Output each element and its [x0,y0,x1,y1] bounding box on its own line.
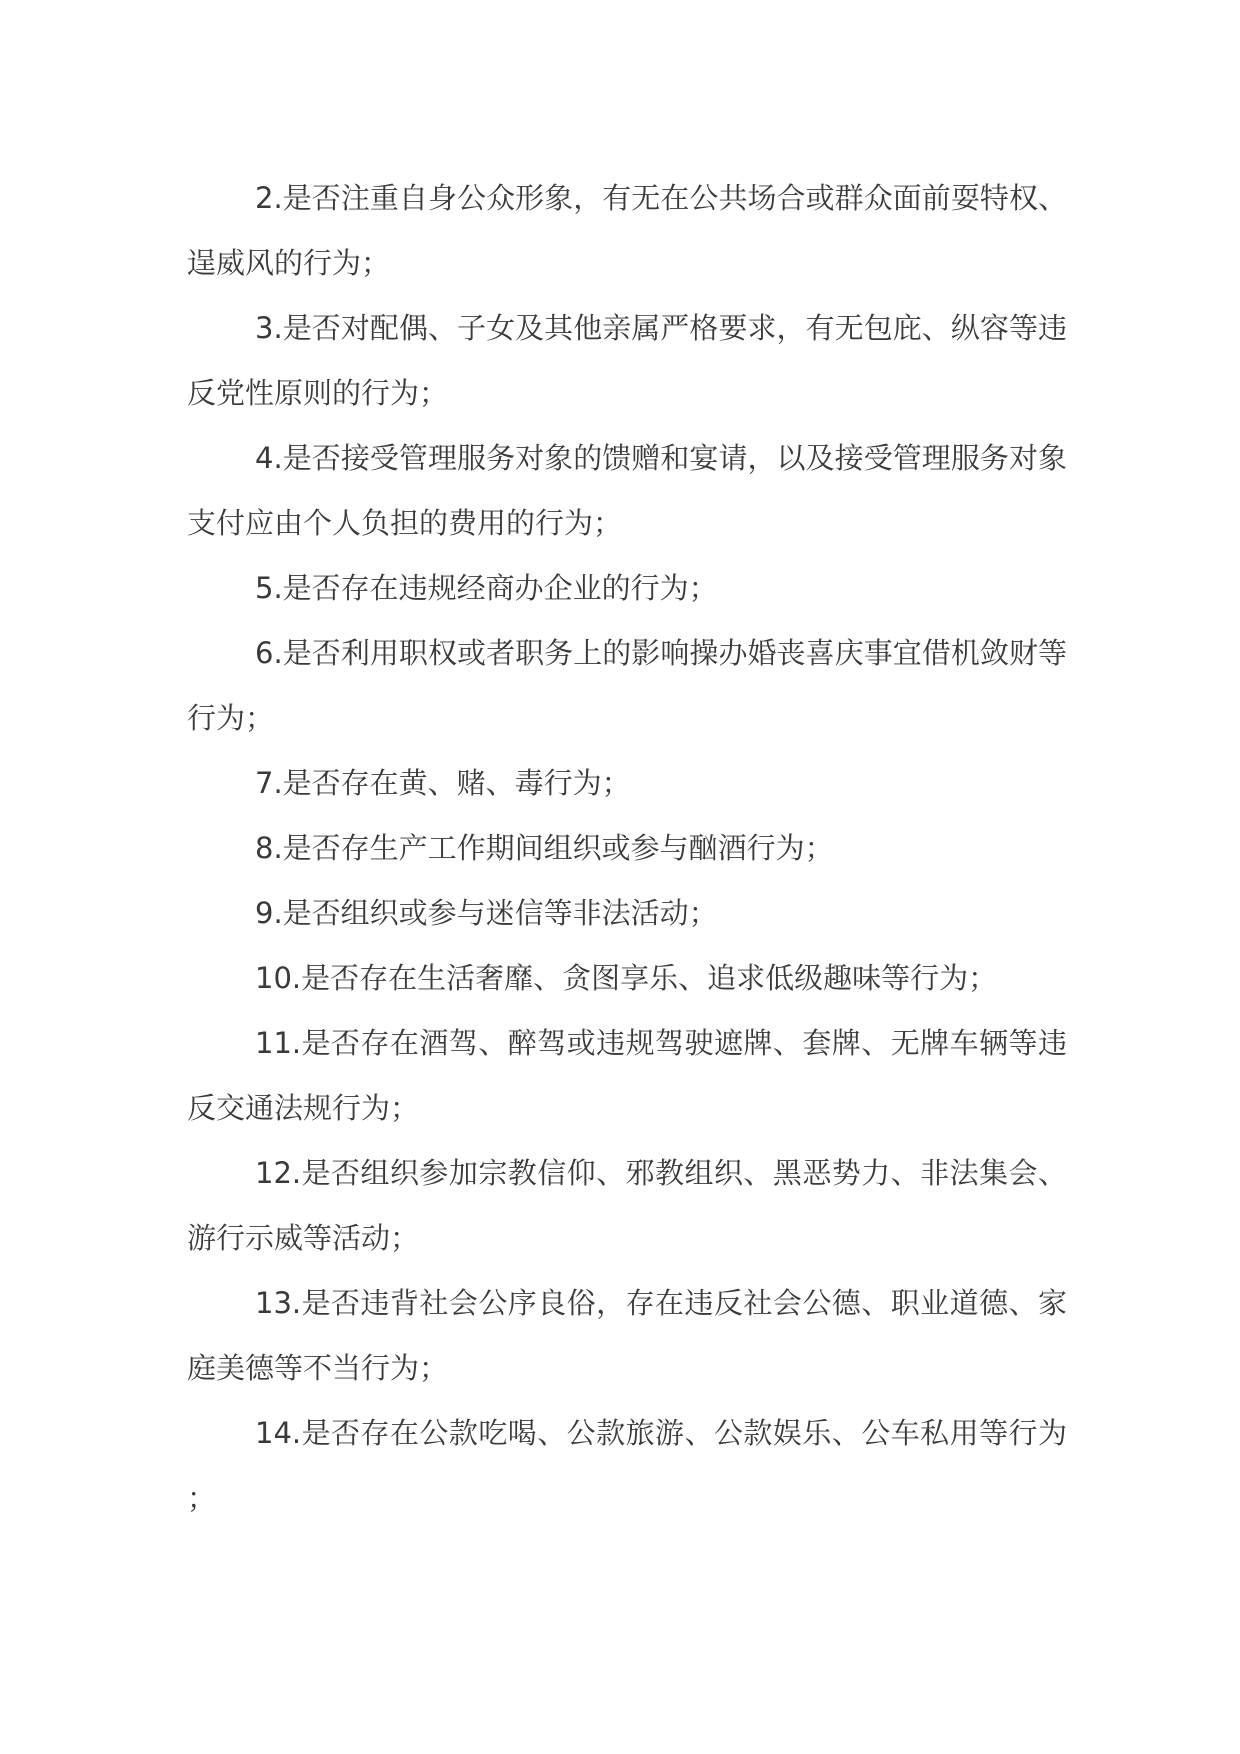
list-item: 11.是否存在酒驾、醉驾或违规驾驶遮牌、套牌、无牌车辆等违反交通法规行为； [187,1026,1067,1125]
list-item: 7.是否存在黄、赌、毒行为； [255,766,631,800]
list-item: 4.是否接受管理服务对象的馈赠和宴请，以及接受管理服务对象支付应由个人负担的费用的行为； [187,441,1067,540]
list-item: 10.是否存在生活奢靡、贪图享乐、追求低级趣味等行为； [255,961,998,995]
list-item: 14.是否存在公款吃喝、公款旅游、公款娱乐、公车私用等行为； [187,1416,1067,1515]
document-body [187,166,1067,1531]
list-item: 2.是否注重自身公众形象，有无在公共场合或群众面前耍特权、逞威风的行为； [187,181,1067,280]
list-item: 8.是否存生产工作期间组织或参与酗酒行为； [255,831,834,865]
list-item: 3.是否对配偶、子女及其他亲属严格要求，有无包庇、纵容等违反党性原则的行为； [187,311,1067,410]
list-item: 9.是否组织或参与迷信等非法活动； [255,896,718,930]
list-item: 13.是否违背社会公序良俗，存在违反社会公德、职业道德、家庭美德等不当行为； [187,1286,1067,1385]
list-item: 5.是否存在违规经商办企业的行为； [255,571,718,605]
list-item: 12.是否组织参加宗教信仰、邪教组织、黑恶势力、非法集会、游行示威等活动； [187,1156,1067,1255]
list-item: 6.是否利用职权或者职务上的影响操办婚丧喜庆事宜借机敛财等行为； [187,636,1067,735]
